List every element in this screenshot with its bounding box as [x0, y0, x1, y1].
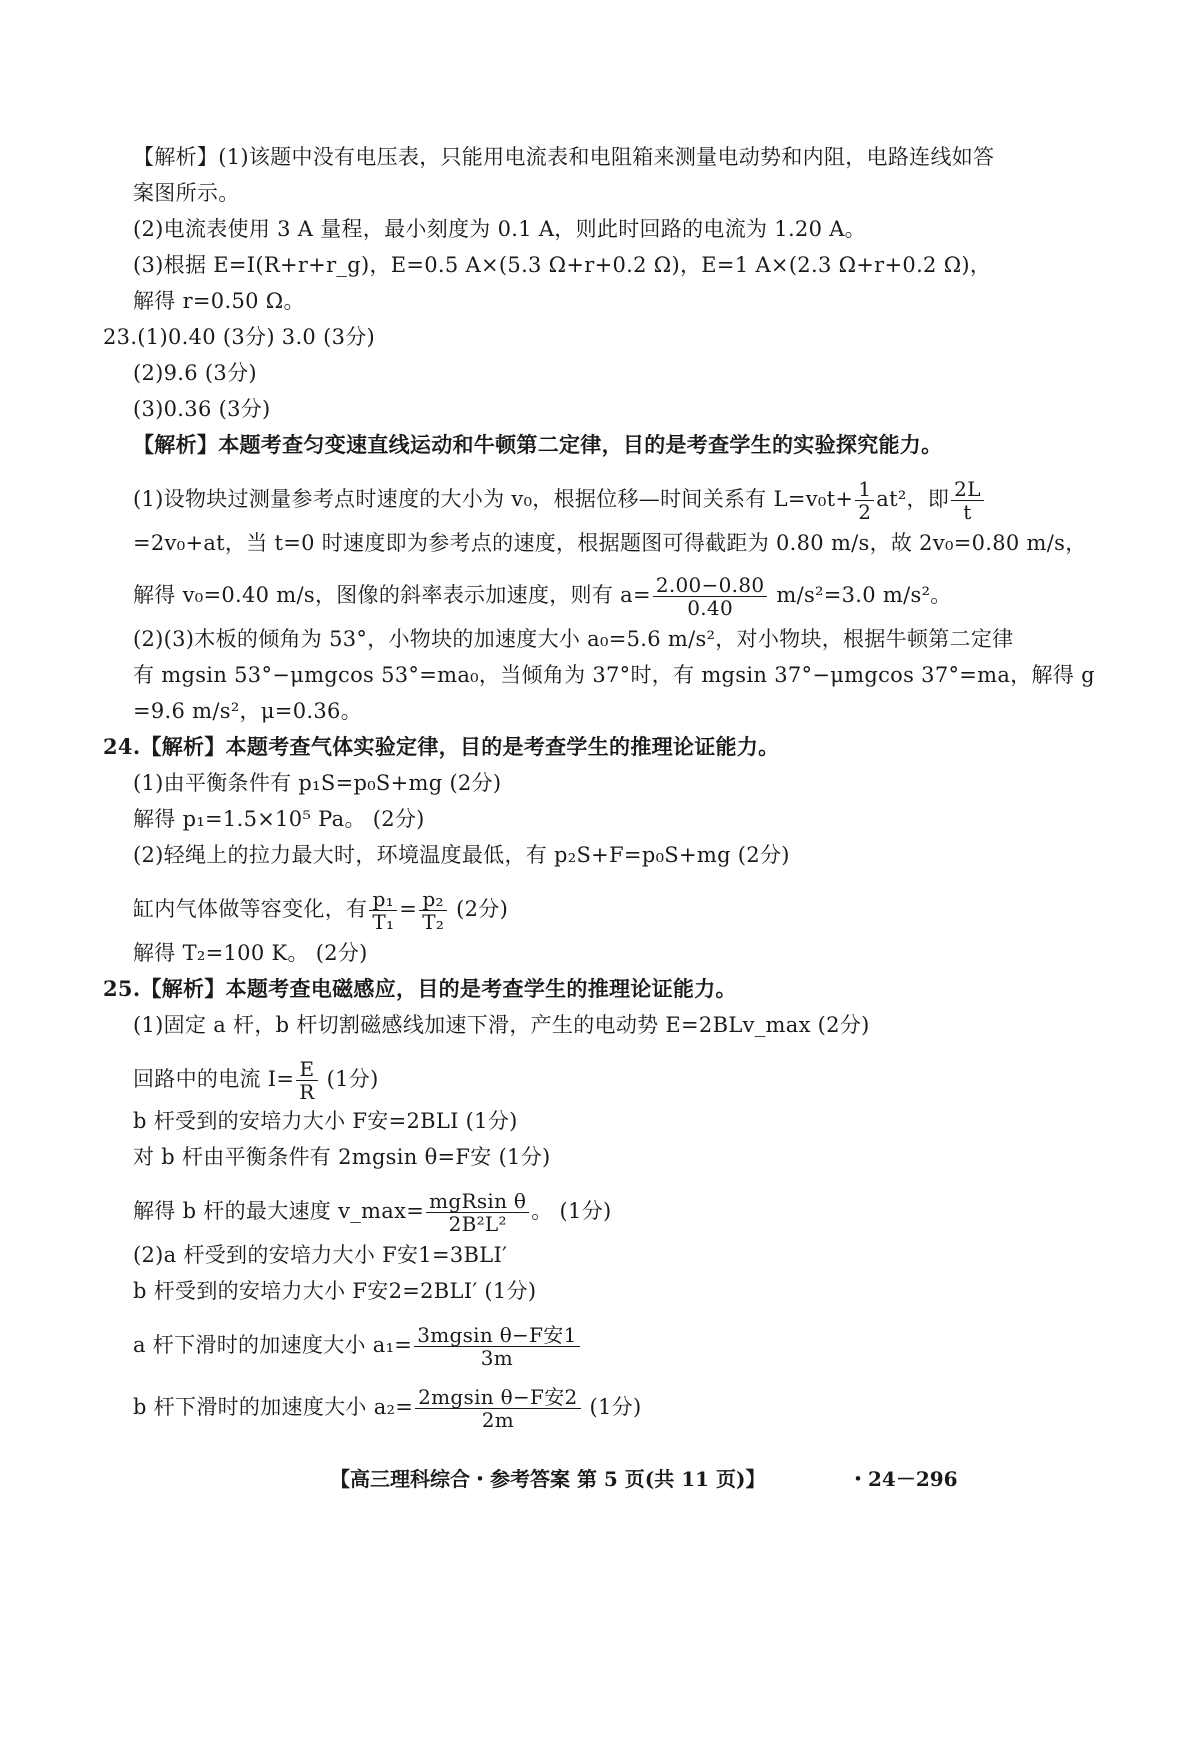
- analysis-22-line-1: 【解析】(1)该题中没有电压表，只能用电流表和电阻箱来测量电动势和内阻，电路连线如答: [133, 145, 995, 169]
- analysis-25-line-2: 回路中的电流 I= $\frac{E}{R}$ (1分): [133, 1057, 379, 1104]
- fraction-p2-T2: $\frac{\text{p₂}}{\text{T₂}}$: [419, 888, 447, 933]
- fraction-half: $\frac{1}{2}$: [855, 478, 874, 523]
- analysis-24-line-5: 解得 T₂=100 K。 (2分): [133, 941, 368, 965]
- analysis-25-line-5: 解得 b 杆的最大速度 v_max= $\frac{\text{mgRsin θ}}{\text{2B²L²}}$ 。 (1分): [133, 1189, 612, 1236]
- analysis-23-line-1: (1)设物块过测量参考点时速度的大小为 v₀，根据位移—时间关系有 L=v₀t+ $\frac{1}{2}$ at²，即 $\frac{2L}{t}$: [133, 478, 986, 523]
- analysis-24-line-2: 解得 p₁=1.5×10⁵ Pa。 (2分): [133, 807, 425, 831]
- analysis-24-heading: 24.【解析】本题考查气体实验定律，目的是考查学生的推理论证能力。: [103, 734, 780, 759]
- analysis-23-line-4: (2)(3)木板的倾角为 53°，小物块的加速度大小 a₀=5.6 m/s²，对小物块，根据牛顿第二定律: [133, 627, 1014, 651]
- analysis-24-line-4: 缸内气体做等容变化，有 $\frac{\text{p₁}}{\text{T₁}}$ = $\frac{\text{p₂}}{\text{T₂}}$ (2分): [133, 887, 509, 934]
- analysis-24-line-1: (1)由平衡条件有 p₁S=p₀S+mg (2分): [133, 771, 502, 795]
- analysis-22-line-5: 解得 r=0.50 Ω。: [133, 289, 305, 313]
- analysis-23-heading: 【解析】本题考查匀变速直线运动和牛顿第二定律，目的是考查学生的实验探究能力。: [133, 432, 943, 457]
- analysis-25-line-1: (1)固定 a 杆，b 杆切割磁感线加速下滑，产生的电动势 E=2BLv_max (2分): [133, 1013, 870, 1037]
- fraction-p1-T1: $\frac{\text{p₁}}{\text{T₁}}$: [369, 888, 397, 933]
- fraction-2L-over-t: $\frac{2L}{t}$: [951, 478, 984, 523]
- answer-23-part1: 23.(1)0.40 (3分) 3.0 (3分): [103, 325, 376, 349]
- analysis-23-line-5: 有 mgsin 53°−μmgcos 53°=ma₀，当倾角为 37°时，有 mgsin 37°−μmgcos 37°=ma，解得 g: [133, 663, 1095, 687]
- analysis-25-line-6: (2)a 杆受到的安培力大小 F安1=3BLI′: [133, 1243, 508, 1267]
- fraction-a1: $\frac{\text{3mgsin θ−F安1}}{3m}$: [414, 1324, 579, 1369]
- fraction-E-over-R: $\frac{E}{R}$: [296, 1058, 317, 1103]
- fraction-vmax: $\frac{\text{mgRsin θ}}{\text{2B²L²}}$: [426, 1190, 529, 1235]
- analysis-25-heading: 25.【解析】本题考查电磁感应，目的是考查学生的推理论证能力。: [103, 976, 737, 1001]
- analysis-24-line-3: (2)轻绳上的拉力最大时，环境温度最低，有 p₂S+F=p₀S+mg (2分): [133, 843, 790, 867]
- analysis-23-line-2: =2v₀+at，当 t=0 时速度即为参考点的速度，根据题图可得截距为 0.80 m/s，故 2v₀=0.80 m/s，: [133, 531, 1087, 555]
- analysis-22-line-4: (3)根据 E=I(R+r+r_g)，E=0.5 A×(5.3 Ω+r+0.2 Ω)，E=1 A×(2.3 Ω+r+0.2 Ω)，: [133, 253, 992, 277]
- fraction-a2: $\frac{\text{2mgsin θ−F安2}}{2m}$: [415, 1386, 580, 1431]
- analysis-25-line-9: b 杆下滑时的加速度大小 a₂= $\frac{\text{2mgsin θ−F安2}}{2m}$ (1分): [133, 1385, 642, 1432]
- answer-23-part2: (2)9.6 (3分): [133, 361, 257, 385]
- analysis-25-line-4: 对 b 杆由平衡条件有 2mgsin θ=F安 (1分): [133, 1145, 551, 1169]
- fraction-slope: $\frac{2.00-0.80}{0.40}$: [653, 574, 768, 619]
- page-footer-code: ・24－296: [848, 1467, 958, 1491]
- analysis-23-line-6: =9.6 m/s²，μ=0.36。: [133, 699, 362, 723]
- analysis-23-line-3: 解得 v₀=0.40 m/s，图像的斜率表示加速度，则有 a= $\frac{2.00-0.80}{0.40}$ m/s²=3.0 m/s²。: [133, 573, 952, 620]
- analysis-22-line-2: 案图所示。: [133, 181, 240, 205]
- page-footer-title: 【高三理科综合・参考答案 第 5 页(共 11 页)】: [330, 1467, 766, 1491]
- answer-23-part3: (3)0.36 (3分): [133, 397, 271, 421]
- analysis-22-line-3: (2)电流表使用 3 A 量程，最小刻度为 0.1 A，则此时回路的电流为 1.20 A。: [133, 217, 866, 241]
- analysis-25-line-7: b 杆受到的安培力大小 F安2=2BLI′ (1分): [133, 1279, 537, 1303]
- analysis-25-line-3: b 杆受到的安培力大小 F安=2BLI (1分): [133, 1109, 518, 1133]
- analysis-25-line-8: a 杆下滑时的加速度大小 a₁= $\frac{\text{3mgsin θ−F安1}}{3m}$: [133, 1324, 582, 1369]
